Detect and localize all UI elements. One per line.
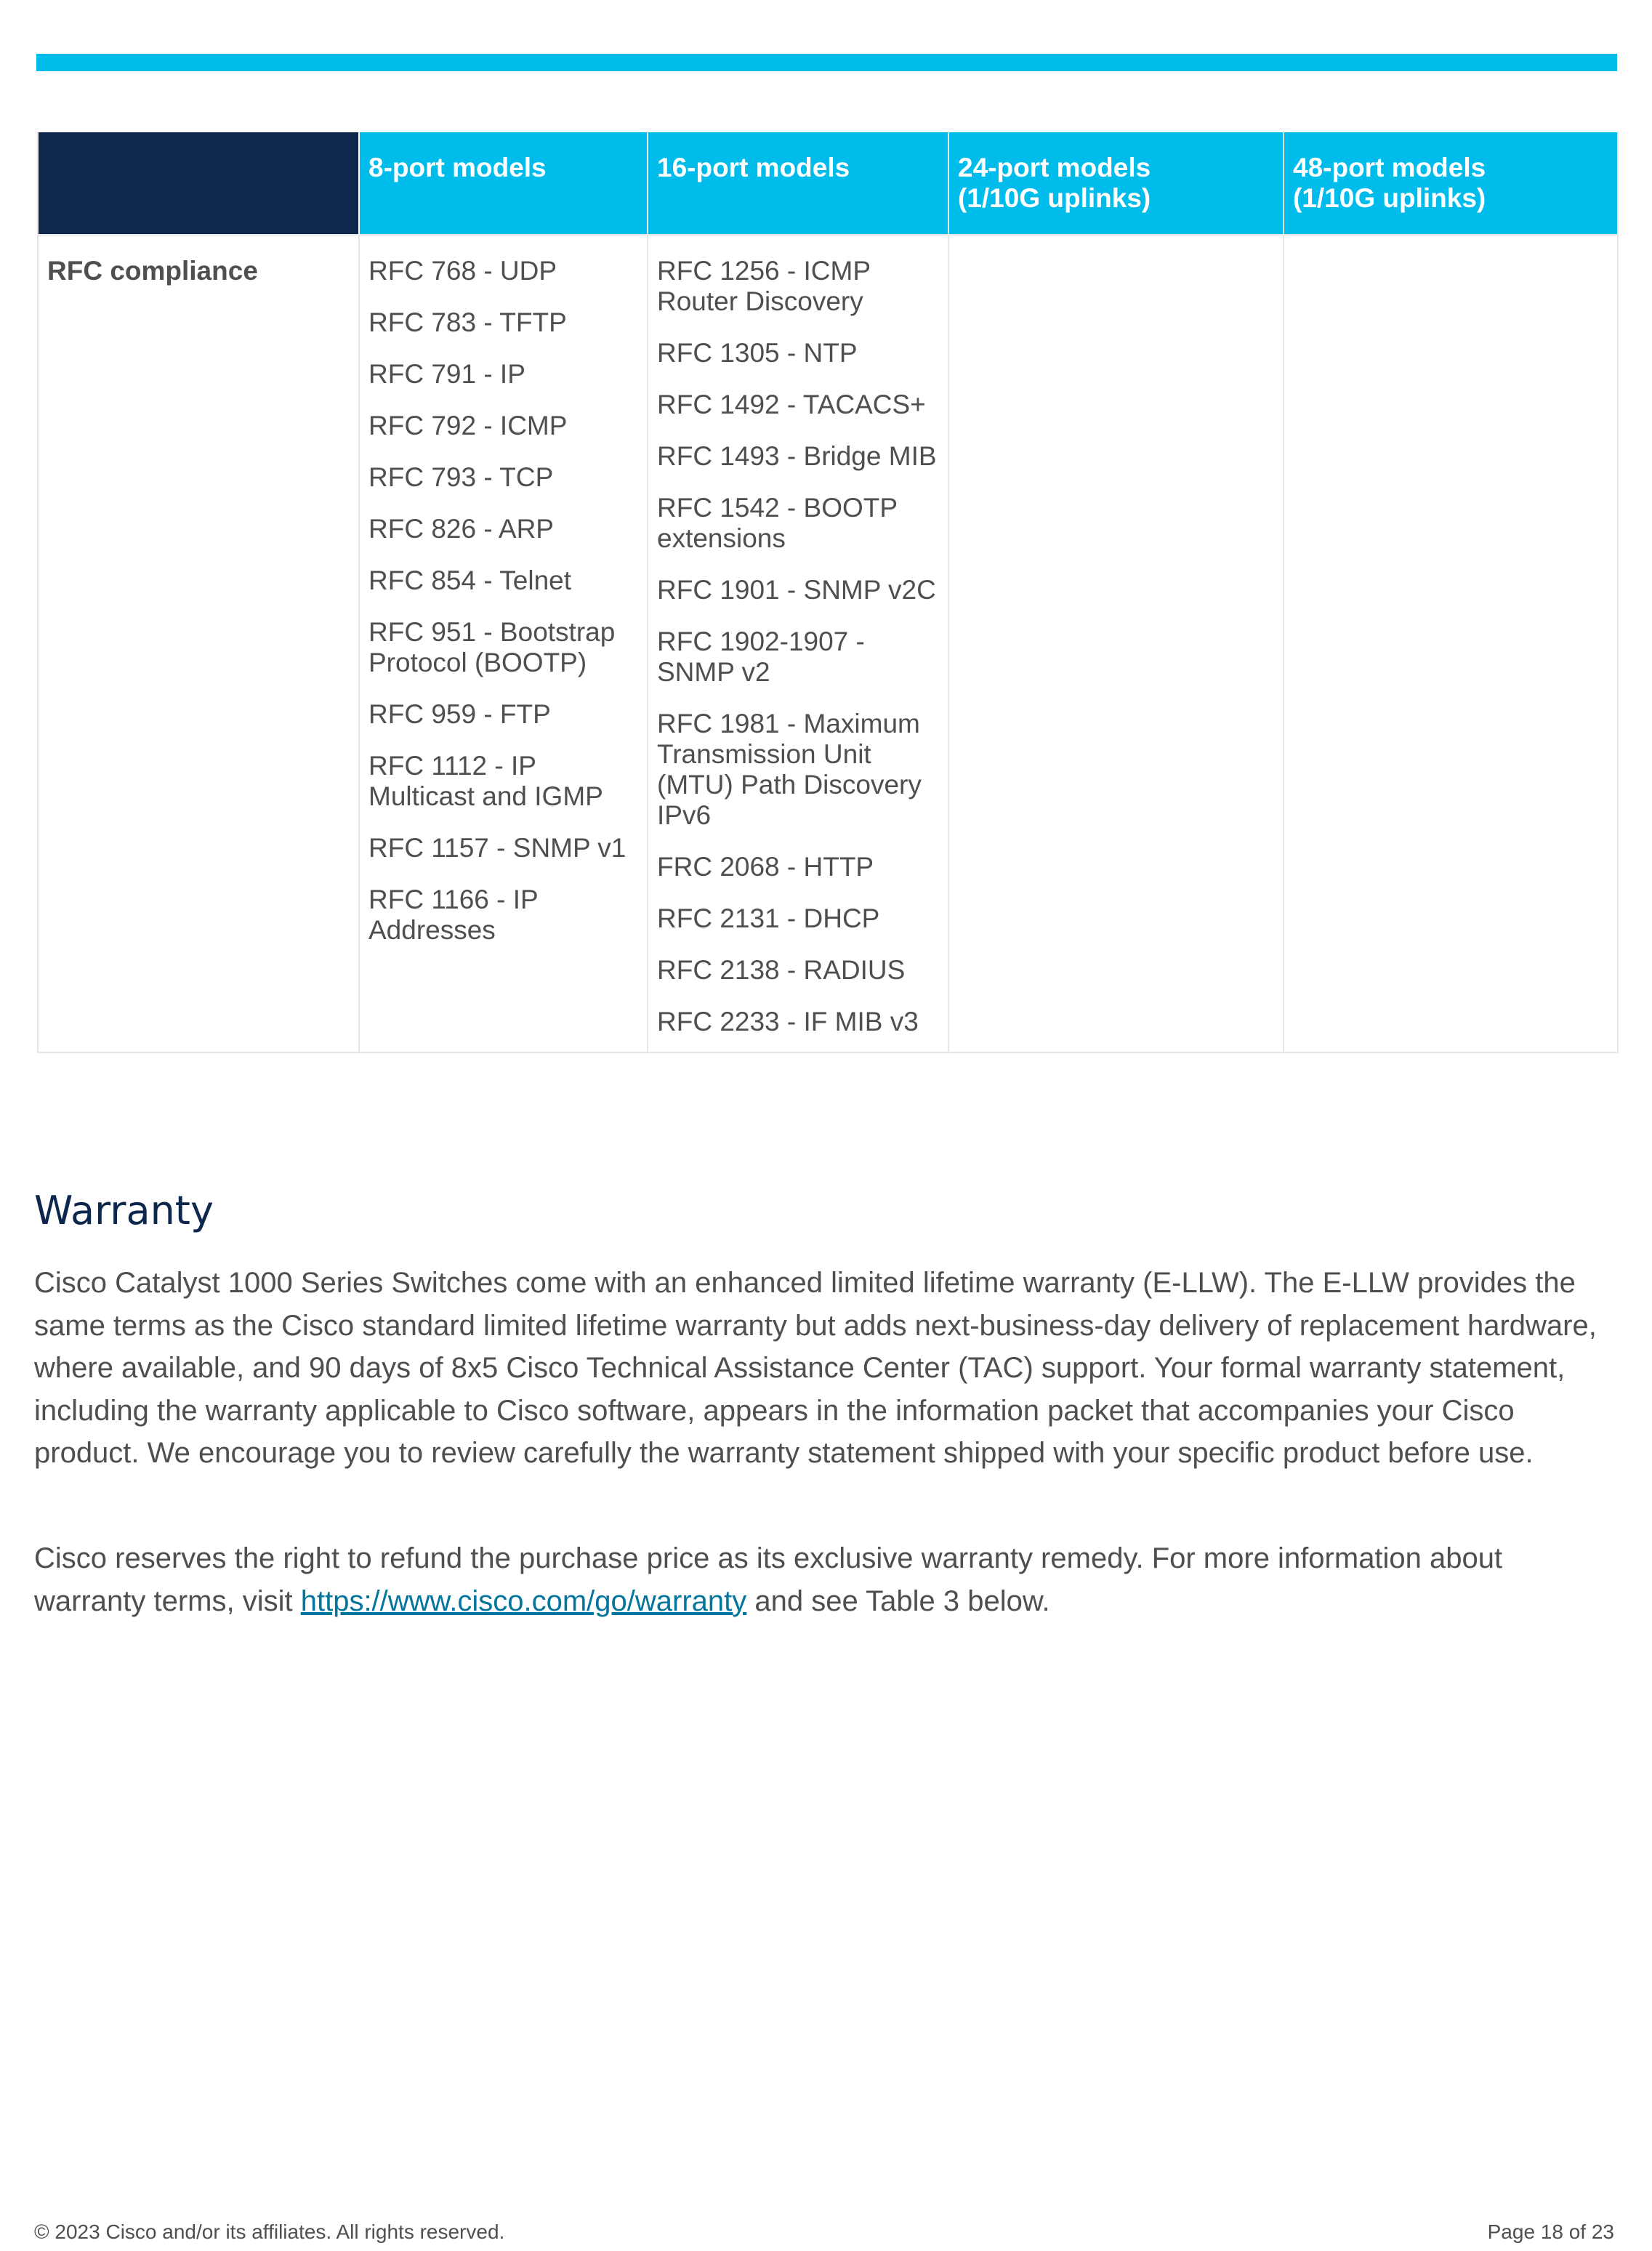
rfc-item: RFC 1981 - Maximum Transmission Unit (MTU) Path Discovery IPv6 bbox=[657, 709, 922, 830]
rfc-item: RFC 826 - ARP bbox=[368, 514, 554, 544]
top-accent-bar bbox=[36, 54, 1617, 71]
table-row-rfc-compliance bbox=[38, 235, 1618, 1052]
header-24-port-line2: (1/10G uplinks) bbox=[958, 183, 1151, 213]
cell-48-port-empty bbox=[1284, 235, 1618, 1052]
rfc-item: RFC 783 - TFTP bbox=[368, 307, 567, 337]
cell-8-port-rfcs bbox=[359, 235, 648, 1052]
specifications-table bbox=[37, 131, 1619, 1053]
header-8-port: 8-port models bbox=[359, 132, 648, 235]
rfc-item: RFC 1166 - IP Addresses bbox=[368, 885, 539, 945]
rfc-item: RFC 1542 - BOOTP extensions bbox=[657, 493, 898, 553]
warranty-heading: Warranty bbox=[34, 1188, 214, 1233]
rfc-item: RFC 768 - UDP bbox=[368, 256, 557, 286]
footer-copyright: © 2023 Cisco and/or its affiliates. All rights reserved. bbox=[34, 2220, 505, 2243]
header-24-port bbox=[948, 132, 1284, 235]
rfc-item: RFC 792 - ICMP bbox=[368, 411, 568, 440]
row-label-rfc-compliance: RFC compliance bbox=[38, 235, 359, 1052]
rfc-item: RFC 793 - TCP bbox=[368, 462, 554, 492]
rfc-item: RFC 1901 - SNMP v2C bbox=[657, 575, 936, 605]
rfc-item: RFC 791 - IP bbox=[368, 359, 525, 389]
rfc-item: FRC 2068 - HTTP bbox=[657, 852, 874, 882]
rfc-item: RFC 2138 - RADIUS bbox=[657, 955, 906, 985]
header-corner-cell bbox=[38, 132, 359, 235]
warranty-paragraph-2-text: Cisco reserves the right to refund the purchase price as its exclusive warranty remedy. For more information about warranty terms, visit bbox=[34, 1542, 1503, 1617]
rfc-item: RFC 1305 - NTP bbox=[657, 338, 858, 368]
rfc-item: RFC 1492 - TACACS+ bbox=[657, 390, 926, 419]
rfc-item: RFC 1902-1907 - SNMP v2 bbox=[657, 627, 865, 687]
rfc-item: RFC 1256 - ICMP Router Discovery bbox=[657, 256, 871, 316]
header-48-port-line1: 48-port models bbox=[1293, 153, 1486, 182]
rfc-item: RFC 951 - Bootstrap Protocol (BOOTP) bbox=[368, 617, 616, 677]
cell-24-port-empty bbox=[948, 235, 1284, 1052]
header-48-port-line2: (1/10G uplinks) bbox=[1293, 183, 1486, 213]
rfc-item: RFC 1112 - IP Multicast and IGMP bbox=[368, 751, 603, 811]
header-48-port bbox=[1284, 132, 1618, 235]
rfc-item: RFC 854 - Telnet bbox=[368, 565, 571, 595]
header-16-port: 16-port models bbox=[648, 132, 948, 235]
footer-page-number: Page 18 of 23 bbox=[1487, 2220, 1614, 2243]
rfc-item: RFC 2233 - IF MIB v3 bbox=[657, 1007, 919, 1036]
warranty-link[interactable]: https://www.cisco.com/go/warranty bbox=[300, 1584, 747, 1617]
warranty-paragraph-2-tail: and see Table 3 below. bbox=[746, 1584, 1050, 1617]
rfc-item: RFC 1157 - SNMP v1 bbox=[368, 833, 626, 863]
header-24-port-line1: 24-port models bbox=[958, 153, 1151, 182]
warranty-paragraph-1: Cisco Catalyst 1000 Series Switches come with an enhanced limited lifetime warranty (E-LLW). The E-LLW provides the same terms as the Cisco standard limited lifetime warranty but adds next-business-day delivery of replacement hardware, where available, and 90 days of 8x5 Cisco Technical Assistance Center (TAC) support. Your formal warranty statement, including the warranty applicable to Cisco software, appears in the information packet that accompanies your Cisco product. We encourage you to review carefully the warranty statement shipped with your specific product before use. bbox=[34, 1267, 1597, 1469]
warranty-paragraph-2 bbox=[34, 1537, 1619, 1622]
rfc-item: RFC 1493 - Bridge MIB bbox=[657, 441, 937, 471]
table-header-row bbox=[38, 132, 1618, 235]
cell-16-port-rfcs bbox=[648, 235, 948, 1052]
rfc-item: RFC 959 - FTP bbox=[368, 699, 551, 729]
rfc-item: RFC 2131 - DHCP bbox=[657, 903, 880, 933]
